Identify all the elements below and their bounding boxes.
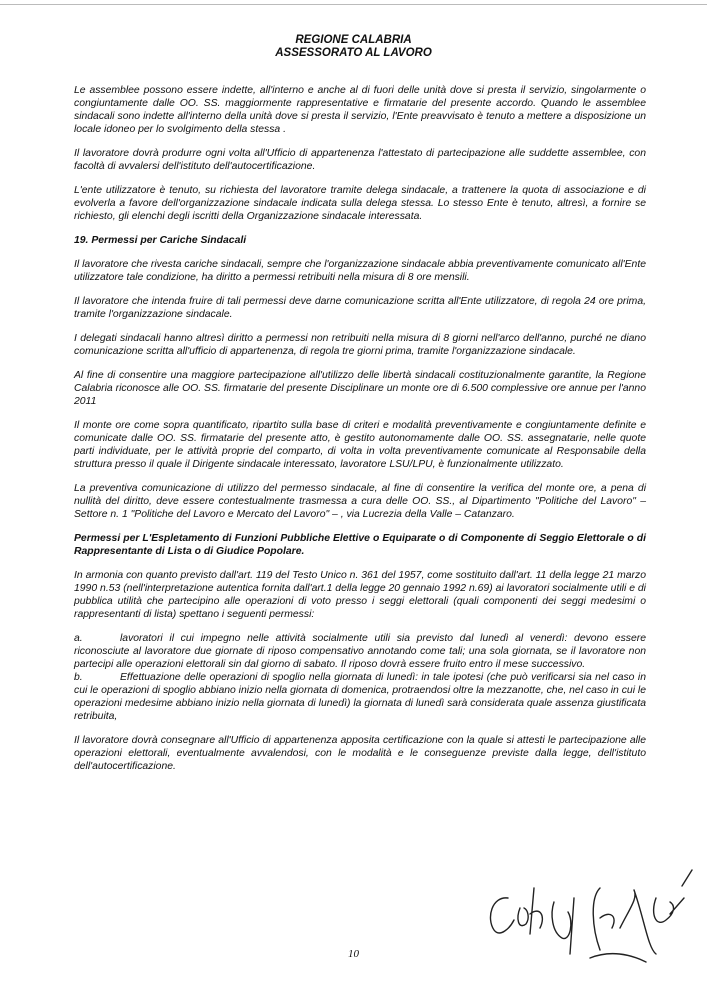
paragraph-armonia: In armonia con quanto previsto dall'art. 119 del Testo Unico n. 361 del 1957, come sostituito dall'art. 11 della legge 21 marzo 1990 n.53 (nell'interpretazione autentica fornita dall'art.1 della legge 20 gennaio 1992 n.69) ai lavoratori socialmente utili e di pubblica utilità che partecipino alle operazioni di voto presso i seggi elettorali (quali componenti dei seggi medesimi o rappresentanti di lista) spettano i seguenti permessi: (74, 570, 646, 620)
paragraph-assemblee: Le assemblee possono essere indette, all'interno e anche al di fuori delle unità dove si presta il servizio, singolarmente o congiuntamente dalle OO. SS. maggiormente rappresentative e firmatarie del presente accordo. Quando le assemblee sindacali sono indette all'interno della unità dove si presta il servizio, l'Ente preavvisato è tenuto a mettere a disposizione un locale idoneo per lo svolgimento della stessa . (74, 85, 646, 135)
paragraph-cariche-sindacali: Il lavoratore che rivesta cariche sindacali, sempre che l'organizzazione sindacale abbia preventivamente comunicato all'Ente utilizzatore tale condizione, ha diritto a permessi retribuiti nella misura di 8 ore mensili. (74, 259, 646, 283)
paragraph-delegati: I delegati sindacali hanno altresì diritto a permessi non retribuiti nella misura di 8 giorni nell'arco dell'anno, purché ne diano comunicazione scritta all'ufficio di appartenenza, di regola tre giorni prima, tramite l'organizzazione sindacale. (74, 333, 646, 357)
handwritten-signature (470, 858, 700, 988)
list-text-a: lavoratori il cui impegno nelle attività socialmente utili sia previsto dal lunedì al venerdì: devono essere riconosciute al lavoratore due giornate di riposo compensativo annotando come tali; una sola giornata, se il lavoratore non partecipi alle operazioni elettorali sin dal giorno di sabato. Il riposo dovrà essere fruito entro il mese successivo. (74, 633, 646, 670)
document-header (0, 34, 707, 60)
paragraph-ripartizione: Il monte ore come sopra quantificato, ripartito sulla base di criteri e modalità preventivamente e congiuntamente definite e comunicate dalle OO. SS. firmatarie del presente atto, è gestito autonomamente dalle OO. SS. assegnatarie, nelle quote parti individuate, per le attività proprie del comparto, di volta in volta preventivamente comunicate al Responsabile della struttura presso il quale il Dirigente sindacale interessato, lavoratore LSU/LPU, è funzionalmente utilizzato. (74, 420, 646, 470)
page-number: 10 (348, 948, 359, 960)
paragraph-attestato: Il lavoratore dovrà produrre ogni volta all'Ufficio di appartenenza l'attestato di partecipazione alle suddette assemblee, con facoltà di avvalersi dell'istituto dell'autocertificazione. (74, 148, 646, 172)
document-body (74, 84, 646, 784)
list-marker-b: b. (74, 672, 83, 683)
top-rule (0, 4, 707, 5)
paragraph-certificazione: Il lavoratore dovrà consegnare all'Ufficio di appartenenza apposita certificazione con la quale si attesti le partecipazione alle operazioni elettorali, eventualmente avvalendosi, con le modalità e le conseguenze previste dalla legge, dell'istituto dell'autocertificazione. (74, 735, 646, 772)
paragraph-comunicazione-scritta: Il lavoratore che intenda fruire di tali permessi deve darne comunicazione scritta all'Ente utilizzatore, di regola 24 ore prima, tramite l'organizzazione sindacale. (74, 296, 646, 320)
list-marker-a: a. (74, 633, 83, 644)
section-heading-permessi-elettorali: Permessi per L'Espletamento di Funzioni Pubbliche Elettive o Equiparate o di Componente di Seggio Elettorale o di Rappresentante di Lista o di Giudice Popolare. (74, 533, 646, 557)
paragraph-quota-associazione: L'ente utilizzatore è tenuto, su richiesta del lavoratore tramite delega sindacale, a trattenere la quota di associazione e di evolverla a favore dell'organizzazione sindacale indicata sulla delega stessa. Lo stesso Ente è tenuto, altresì, a fornire se richiesto, gli elenchi degli iscritti della Organizzazione sindacale interessata. (74, 185, 646, 222)
paragraph-monte-ore: Al fine di consentire una maggiore partecipazione all'utilizzo delle libertà sindacali costituzionalmente garantite, la Regione Calabria riconosce alle OO. SS. firmatarie del presente Disciplinare un monte ore di 6.500 complessive ore annue per l'anno 2011 (74, 370, 646, 407)
list-item-a (74, 632, 646, 671)
header-department: ASSESSORATO AL LAVORO (275, 47, 432, 59)
paragraph-preventiva-comunicazione: La preventiva comunicazione di utilizzo del permesso sindacale, al fine di consentire la verifica del monte ore, a pena di nullità del diritto, deve essere contestualmente trasmessa a cura delle OO. SS., al Dipartimento "Politiche del Lavoro" – Settore n. 1 "Politiche del Lavoro e Mercato del Lavoro" – , via Lucrezia della Valle – Catanzaro. (74, 483, 646, 520)
section-heading-19: 19. Permessi per Cariche Sindacali (74, 235, 247, 246)
list-item-b (74, 671, 646, 723)
list-text-b: Effettuazione delle operazioni di spoglio nella giornata di lunedì: in tale ipotesi (che può verificarsi sia nel caso in cui le operazioni di spoglio abbiano inizio nella giornata di domenica, protraendosi oltre la mezzanotte, che, nel caso in cui le operazioni medesime abbiano inizio nella giornata di lunedì) la giornata di lunedì sarà considerata quale assenza giustificata retribuita, (74, 672, 646, 722)
header-region: REGIONE CALABRIA (295, 34, 412, 46)
